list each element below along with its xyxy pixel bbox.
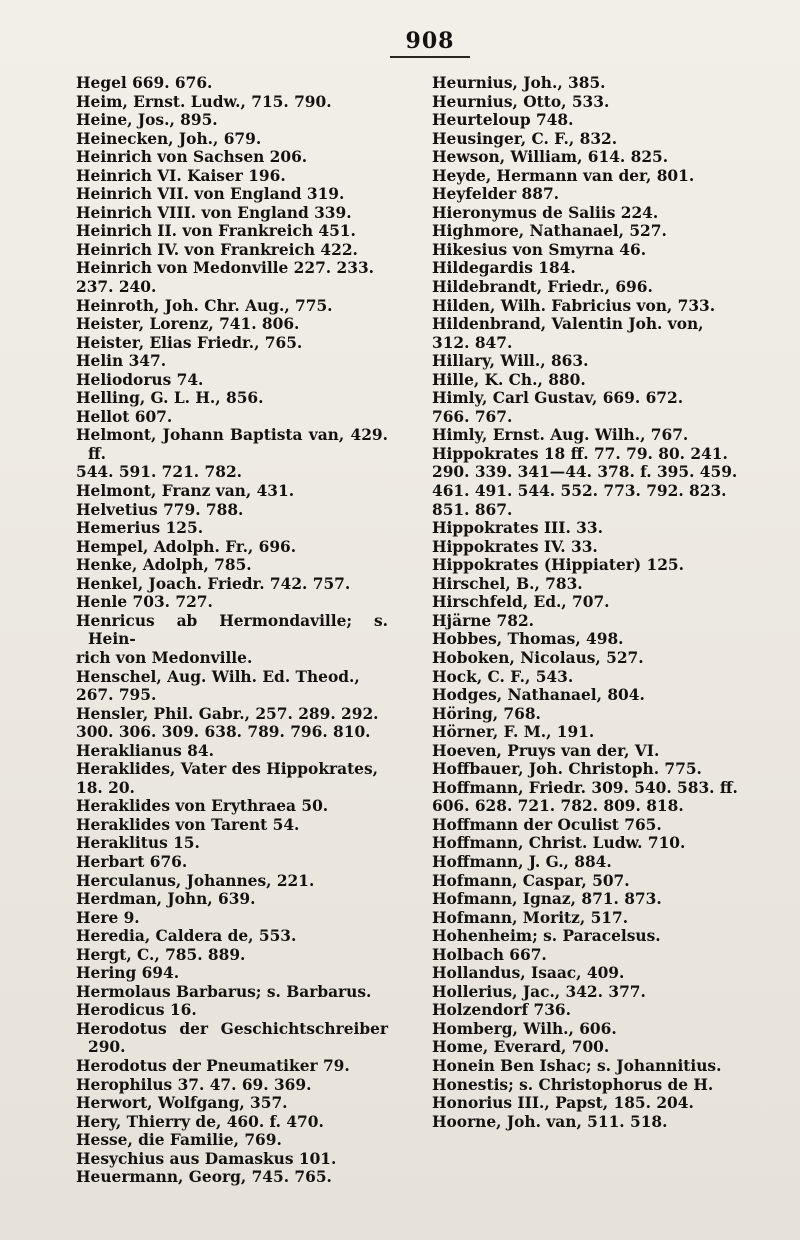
index-entry-line: Heliodorus 74. bbox=[76, 370, 204, 389]
index-entry-line: Heinrich von Sachsen 206. bbox=[76, 148, 308, 167]
index-entry-line: Heim, Ernst. Ludw., 715. 790. bbox=[76, 92, 332, 111]
index-entry bbox=[76, 946, 388, 965]
index-entry bbox=[76, 167, 388, 186]
index-entry bbox=[76, 297, 388, 316]
index-entry bbox=[432, 259, 770, 278]
index-entry bbox=[432, 834, 770, 853]
index-entry bbox=[76, 556, 388, 575]
index-entry-line: Hoorne, Joh. van, 511. 518. bbox=[432, 1112, 668, 1131]
index-entry bbox=[76, 1131, 388, 1150]
index-entry-line: Hillary, Will., 863. bbox=[432, 352, 589, 371]
index-entry-line: Hörner, F. M., 191. bbox=[432, 723, 595, 742]
index-entry bbox=[76, 74, 388, 93]
index-entry bbox=[432, 1076, 770, 1095]
index-entry bbox=[76, 1094, 388, 1113]
index-entry-continuation: 766. 767. bbox=[432, 407, 513, 426]
index-entry bbox=[432, 1057, 770, 1076]
index-entry-line: Hirschel, B., 783. bbox=[432, 574, 583, 593]
index-entry bbox=[76, 834, 388, 853]
index-entry bbox=[76, 797, 388, 816]
index-entry bbox=[432, 964, 770, 983]
index-entry bbox=[76, 204, 388, 223]
index-entry-line: Heinroth, Joh. Chr. Aug., 775. bbox=[76, 296, 333, 315]
index-entry bbox=[76, 983, 388, 1002]
index-entry-line: Hoeven, Pruys van der, VI. bbox=[432, 741, 660, 760]
index-entry-line: Hoboken, Nicolaus, 527. bbox=[432, 648, 644, 667]
index-entry bbox=[432, 111, 770, 130]
index-entry bbox=[432, 872, 770, 891]
index-entry-line: Heraklides von Tarent 54. bbox=[76, 815, 300, 834]
index-entry-line: Hoffmann, Friedr. 309. 540. 583. ff. bbox=[432, 778, 738, 797]
index-entry-line: Hippokrates III. 33. bbox=[432, 519, 603, 538]
index-entry-line: Heister, Elias Friedr., 765. bbox=[76, 333, 303, 352]
index-entry-line: Heinecken, Joh., 679. bbox=[76, 129, 262, 148]
index-entry bbox=[76, 853, 388, 872]
page-number: 908 bbox=[405, 28, 455, 54]
index-entry bbox=[76, 760, 388, 797]
index-entry-line: Herbart 676. bbox=[76, 852, 188, 871]
index-entry bbox=[432, 1038, 770, 1057]
index-entry bbox=[432, 668, 770, 687]
index-entry-continuation: 290. 339. 341—44. 378. f. 395. 459. bbox=[432, 463, 738, 482]
index-entry-line: Hildebrandt, Friedr., 696. bbox=[432, 278, 653, 297]
index-entry bbox=[432, 612, 770, 631]
index-entry-line: Highmore, Nathanael, 527. bbox=[432, 222, 667, 241]
index-entry bbox=[76, 538, 388, 557]
index-entry-line: Hempel, Adolph. Fr., 696. bbox=[76, 537, 297, 556]
index-entry-line: Heredia, Caldera de, 553. bbox=[76, 927, 297, 946]
index-entry-line: Henkel, Joach. Friedr. 742. 757. bbox=[76, 574, 351, 593]
index-entry bbox=[432, 816, 770, 835]
index-entry-line: Hippokrates (Hippiater) 125. bbox=[432, 556, 684, 575]
index-entry bbox=[76, 742, 388, 761]
index-entry-line: Himly, Carl Gustav, 669. 672. bbox=[432, 389, 684, 408]
index-entry bbox=[432, 74, 770, 93]
index-entry bbox=[76, 371, 388, 390]
index-entry-line: Hippokrates IV. 33. bbox=[432, 537, 598, 556]
index-entry-line: Heurteloup 748. bbox=[432, 111, 574, 130]
index-entry-line: Hoffmann, Christ. Ludw. 710. bbox=[432, 834, 686, 853]
index-entry bbox=[76, 93, 388, 112]
index-entry-continuation: 606. 628. 721. 782. 809. 818. bbox=[432, 797, 684, 816]
index-entry-line: Hewson, William, 614. 825. bbox=[432, 148, 669, 167]
index-entry bbox=[432, 445, 770, 519]
index-entry bbox=[432, 222, 770, 241]
index-entry bbox=[76, 130, 388, 149]
index-entry bbox=[76, 1076, 388, 1095]
index-entry bbox=[76, 222, 388, 241]
left-column bbox=[76, 74, 388, 1187]
index-entry bbox=[432, 909, 770, 928]
index-entry-line: Hildenbrand, Valentin Joh. von, bbox=[432, 315, 704, 334]
index-entry-line: Heister, Lorenz, 741. 806. bbox=[76, 315, 300, 334]
index-entry bbox=[76, 501, 388, 520]
index-entry bbox=[432, 946, 770, 965]
index-entry-line: Hock, C. F., 543. bbox=[432, 667, 574, 686]
index-entry bbox=[432, 853, 770, 872]
index-entry-line: Henricus ab Hermondaville; s. Hein- bbox=[76, 611, 388, 649]
index-entry-line: Henle 703. 727. bbox=[76, 593, 213, 612]
index-entry-line: Hofmann, Caspar, 507. bbox=[432, 871, 630, 890]
index-entry-line: Honorius III., Papst, 185. 204. bbox=[432, 1094, 694, 1113]
index-entry-continuation: 461. 491. 544. 552. 773. 792. 823. bbox=[432, 482, 727, 501]
index-entry bbox=[76, 816, 388, 835]
index-entry bbox=[432, 927, 770, 946]
index-entry-line: Hermolaus Barbarus; s. Barbarus. bbox=[76, 982, 372, 1001]
index-entry-line: Herophilus 37. 47. 69. 369. bbox=[76, 1075, 312, 1094]
index-entry-line: Hery, Thierry de, 460. f. 470. bbox=[76, 1112, 324, 1131]
index-entry bbox=[432, 890, 770, 909]
index-entry bbox=[432, 1020, 770, 1039]
index-entry-line: Holzendorf 736. bbox=[432, 1001, 571, 1020]
index-entry-line: Helin 347. bbox=[76, 352, 167, 371]
index-entry-line: Hildegardis 184. bbox=[432, 259, 576, 278]
index-entry-line: Heurnius, Otto, 533. bbox=[432, 92, 610, 111]
index-entry-line: Helmont, Johann Baptista van, 429. ff. bbox=[76, 426, 388, 463]
index-entry bbox=[432, 556, 770, 575]
index-entry-continuation: 267. 795. bbox=[76, 686, 157, 705]
index-entry bbox=[432, 630, 770, 649]
index-entry bbox=[432, 593, 770, 612]
index-entry bbox=[432, 204, 770, 223]
index-entry bbox=[432, 723, 770, 742]
index-entry-line: Helvetius 779. 788. bbox=[76, 500, 244, 519]
index-entry bbox=[432, 983, 770, 1002]
index-entry-line: Hemerius 125. bbox=[76, 519, 204, 538]
index-entry-line: Honein Ben Ishac; s. Johannitius. bbox=[432, 1056, 722, 1075]
index-entry-line: Hoffmann, J. G., 884. bbox=[432, 852, 612, 871]
index-entry-line: Herwort, Wolfgang, 357. bbox=[76, 1094, 288, 1113]
index-entry bbox=[76, 315, 388, 334]
index-entry-line: Hoffmann der Oculist 765. bbox=[432, 815, 662, 834]
index-entry-line: Heinrich von Medonville 227. 233. bbox=[76, 259, 375, 278]
index-entry-line: Heyde, Hermann van der, 801. bbox=[432, 166, 695, 185]
index-entry bbox=[76, 426, 388, 482]
index-entry bbox=[432, 352, 770, 371]
index-entry bbox=[76, 148, 388, 167]
index-entry-line: Herodicus 16. bbox=[76, 1001, 197, 1020]
index-entry-line: Heraklianus 84. bbox=[76, 741, 214, 760]
index-entry bbox=[432, 371, 770, 390]
index-entry-continuation: 237. 240. bbox=[76, 278, 157, 297]
index-entry-line: Himly, Ernst. Aug. Wilh., 767. bbox=[432, 426, 689, 445]
index-entry bbox=[76, 964, 388, 983]
right-column bbox=[432, 74, 770, 1131]
index-entry bbox=[76, 575, 388, 594]
index-entry-line: Heraklides, Vater des Hippokrates, bbox=[76, 760, 378, 779]
index-entry-line: Hergt, C., 785. 889. bbox=[76, 945, 246, 964]
index-entry-line: Heinrich VII. von England 319. bbox=[76, 185, 345, 204]
index-entry-line: Honestis; s. Christophorus de H. bbox=[432, 1075, 714, 1094]
index-entry bbox=[432, 705, 770, 724]
index-entry-line: Helling, G. L. H., 856. bbox=[76, 389, 264, 408]
index-entry-line: Hensler, Phil. Gabr., 257. 289. 292. bbox=[76, 704, 379, 723]
index-entry bbox=[76, 1168, 388, 1187]
index-entry bbox=[76, 185, 388, 204]
index-entry bbox=[432, 130, 770, 149]
index-entry bbox=[76, 872, 388, 891]
index-entry-line: Here 9. bbox=[76, 908, 140, 927]
index-entry bbox=[432, 1113, 770, 1132]
index-entry bbox=[432, 315, 770, 352]
index-entry-line: Herdman, John, 639. bbox=[76, 890, 256, 909]
index-entry-line: Henke, Adolph, 785. bbox=[76, 556, 252, 575]
index-entry-line: Hesse, die Familie, 769. bbox=[76, 1131, 282, 1150]
index-entry-line: Hikesius von Smyrna 46. bbox=[432, 240, 647, 259]
index-entry bbox=[432, 278, 770, 297]
index-entry-line: Hirschfeld, Ed., 707. bbox=[432, 593, 610, 612]
index-entry bbox=[76, 334, 388, 353]
index-entry-line: Henschel, Aug. Wilh. Ed. Theod., bbox=[76, 667, 360, 686]
index-entry bbox=[76, 890, 388, 909]
index-entry-line: Herodotus der Geschichtschreiber 290. bbox=[76, 1019, 388, 1057]
index-entry-line: Heusinger, C. F., 832. bbox=[432, 129, 618, 148]
index-entry bbox=[432, 297, 770, 316]
index-entry-line: Herculanus, Johannes, 221. bbox=[76, 871, 315, 890]
index-entry bbox=[432, 742, 770, 761]
index-entry-line: Hohenheim; s. Paracelsus. bbox=[432, 927, 661, 946]
index-entry bbox=[76, 593, 388, 612]
index-entry bbox=[432, 779, 770, 816]
index-entry-line: Home, Everard, 700. bbox=[432, 1038, 610, 1057]
index-entry bbox=[76, 1001, 388, 1020]
index-entry bbox=[76, 909, 388, 928]
index-entry-line: Hegel 669. 676. bbox=[76, 74, 213, 92]
index-entry bbox=[432, 167, 770, 186]
index-entry bbox=[432, 389, 770, 426]
index-entry bbox=[76, 612, 388, 668]
index-entry bbox=[76, 408, 388, 427]
index-entry-line: Hille, K. Ch., 880. bbox=[432, 370, 586, 389]
index-entry-continuation: 544. 591. 721. 782. bbox=[76, 463, 243, 482]
index-entry-line: Holbach 667. bbox=[432, 945, 547, 964]
index-entry bbox=[76, 241, 388, 260]
index-entry bbox=[76, 1113, 388, 1132]
index-entry bbox=[432, 575, 770, 594]
index-entry-line: Heinrich IV. von Frankreich 422. bbox=[76, 240, 358, 259]
index-entry-line: Heurnius, Joh., 385. bbox=[432, 74, 606, 92]
index-entry bbox=[76, 1057, 388, 1076]
index-entry-line: Hodges, Nathanael, 804. bbox=[432, 686, 645, 705]
index-entry bbox=[432, 519, 770, 538]
index-entry-line: Hesychius aus Damaskus 101. bbox=[76, 1149, 337, 1168]
index-entry-line: Homberg, Wilh., 606. bbox=[432, 1019, 617, 1038]
index-entry bbox=[432, 686, 770, 705]
index-entry-continuation: 851. 867. bbox=[432, 500, 513, 519]
index-entry-line: Heraklitus 15. bbox=[76, 834, 200, 853]
index-entry-line: Heinrich VI. Kaiser 196. bbox=[76, 166, 286, 185]
index-entry-line: Hoffbauer, Joh. Christoph. 775. bbox=[432, 760, 702, 779]
index-entry bbox=[76, 668, 388, 705]
index-entry bbox=[432, 760, 770, 779]
index-entry bbox=[432, 426, 770, 445]
index-entry-line: Höring, 768. bbox=[432, 704, 541, 723]
index-entry bbox=[432, 241, 770, 260]
index-entry-line: Hjärne 782. bbox=[432, 611, 535, 630]
index-entry bbox=[432, 1001, 770, 1020]
index-entry bbox=[76, 259, 388, 296]
index-entry-line: Hollandus, Isaac, 409. bbox=[432, 964, 625, 983]
index-entry-line: Hippokrates 18 ff. 77. 79. 80. 241. bbox=[432, 444, 728, 463]
index-entry-line: Helmont, Franz van, 431. bbox=[76, 482, 295, 501]
index-entry bbox=[76, 1150, 388, 1169]
index-entry-line: Hofmann, Ignaz, 871. 873. bbox=[432, 890, 662, 909]
index-entry-line: Heine, Jos., 895. bbox=[76, 111, 218, 130]
index-entry bbox=[76, 519, 388, 538]
index-entry bbox=[76, 111, 388, 130]
index-entry-line: Heinrich VIII. von England 339. bbox=[76, 203, 352, 222]
index-entry bbox=[432, 538, 770, 557]
index-entry-line: Hobbes, Thomas, 498. bbox=[432, 630, 624, 649]
index-entry bbox=[432, 93, 770, 112]
index-entry bbox=[432, 649, 770, 668]
index-entry-line: Hollerius, Jac., 342. 377. bbox=[432, 982, 646, 1001]
index-entry-continuation: 18. 20. bbox=[76, 778, 135, 797]
index-entry-continuation: 312. 847. bbox=[432, 333, 513, 352]
index-entry bbox=[76, 1020, 388, 1057]
index-entry bbox=[76, 705, 388, 742]
index-entry-continuation: rich von Medonville. bbox=[76, 648, 253, 667]
index-entry-line: Heuermann, Georg, 745. 765. bbox=[76, 1168, 332, 1187]
index-entry bbox=[76, 389, 388, 408]
index-entry bbox=[432, 148, 770, 167]
index-entry bbox=[432, 1094, 770, 1113]
index-entry-line: Hilden, Wilh. Fabricius von, 733. bbox=[432, 296, 716, 315]
index-entry-continuation: 300. 306. 309. 638. 789. 796. 810. bbox=[76, 723, 371, 742]
index-entry bbox=[76, 927, 388, 946]
index-entry-line: Herodotus der Pneumatiker 79. bbox=[76, 1056, 350, 1075]
index-entry-line: Hering 694. bbox=[76, 964, 180, 983]
index-entry bbox=[76, 352, 388, 371]
index-entry-line: Hofmann, Moritz, 517. bbox=[432, 908, 629, 927]
index-entry bbox=[76, 482, 388, 501]
index-entry-line: Heinrich II. von Frankreich 451. bbox=[76, 222, 356, 241]
index-entry-line: Heyfelder 887. bbox=[432, 185, 560, 204]
index-entry-line: Hieronymus de Saliis 224. bbox=[432, 203, 659, 222]
page-number-rule bbox=[390, 56, 470, 58]
index-entry-line: Heraklides von Erythraea 50. bbox=[76, 797, 329, 816]
index-entry bbox=[432, 185, 770, 204]
index-entry-line: Hellot 607. bbox=[76, 407, 173, 426]
